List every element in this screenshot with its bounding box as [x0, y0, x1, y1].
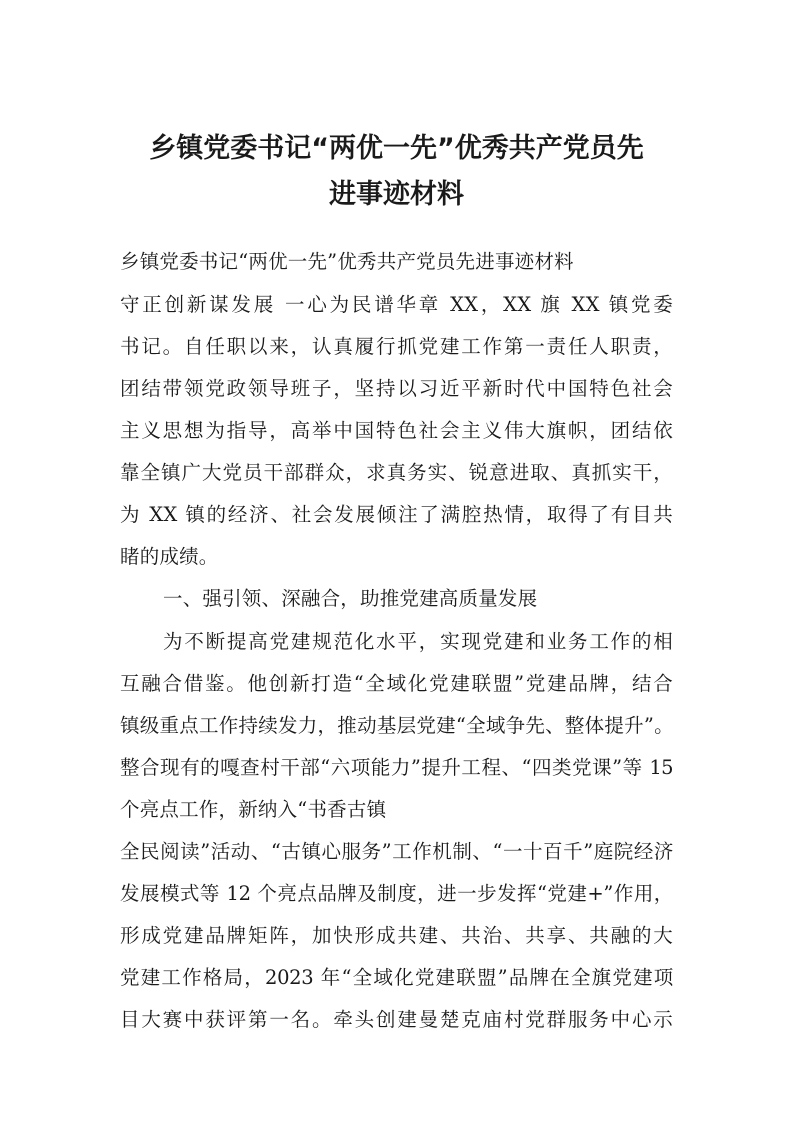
body-line: 书记。自任职以来，认真履行抓党建工作第一责任人职责， [120, 335, 673, 358]
body-line: 为 XX 镇的经济、社会发展倾注了满腔热情，取得了有目共 [120, 503, 673, 526]
body-line: 党建工作格局，2023 年“全域化党建联盟”品牌在全旗党建项 [120, 966, 673, 989]
body-line: 发展模式等 12 个亮点品牌及制度，进一步发挥“党建+”作用， [120, 882, 673, 905]
body-line: 睹的成绩。 [120, 545, 219, 568]
body-line: 目大赛中获评第一名。牵头创建曼楚克庙村党群服务中心示 [120, 1008, 673, 1031]
body-line: 靠全镇广大党员干部群众，求真务实、锐意进取、真抓实干， [120, 461, 673, 484]
body-line: 守正创新谋发展 一心为民谱华章 XX，XX 旗 XX 镇党委 [120, 293, 673, 316]
document-title-line-1: 乡镇党委书记“两优一先”优秀共产党员先 [149, 133, 644, 164]
body-line: 团结带领党政领导班子，坚持以习近平新时代中国特色社会 [120, 377, 673, 400]
body-line: 全民阅读”活动、“古镇心服务”工作机制、“一十百千”庭院经济 [120, 840, 673, 863]
body-line: 互融合借鉴。他创新打造“全域化党建联盟”党建品牌，结合 [120, 672, 673, 695]
body-line: 为不断提高党建规范化水平，实现党建和业务工作的相 [163, 630, 673, 653]
body-line: 形成党建品牌矩阵，加快形成共建、共治、共享、共融的大 [120, 924, 673, 947]
body-line: 个亮点工作，新纳入“书香古镇 [120, 798, 387, 821]
document-title-line-2: 进事迹材料 [329, 179, 464, 210]
body-line: 镇级重点工作持续发力，推动基层党建“全域争先、整体提升”。 [120, 714, 673, 737]
body-line: 主义思想为指导，高举中国特色社会主义伟大旗帜，团结依 [120, 419, 673, 442]
section-heading: 一、强引领、深融合，助推党建高质量发展 [163, 587, 538, 610]
subtitle-line: 乡镇党委书记“两优一先”优秀共产党员先进事迹材料 [120, 250, 574, 273]
body-line: 整合现有的嘎查村干部“六项能力”提升工程、“四类党课”等 15 [120, 756, 673, 779]
